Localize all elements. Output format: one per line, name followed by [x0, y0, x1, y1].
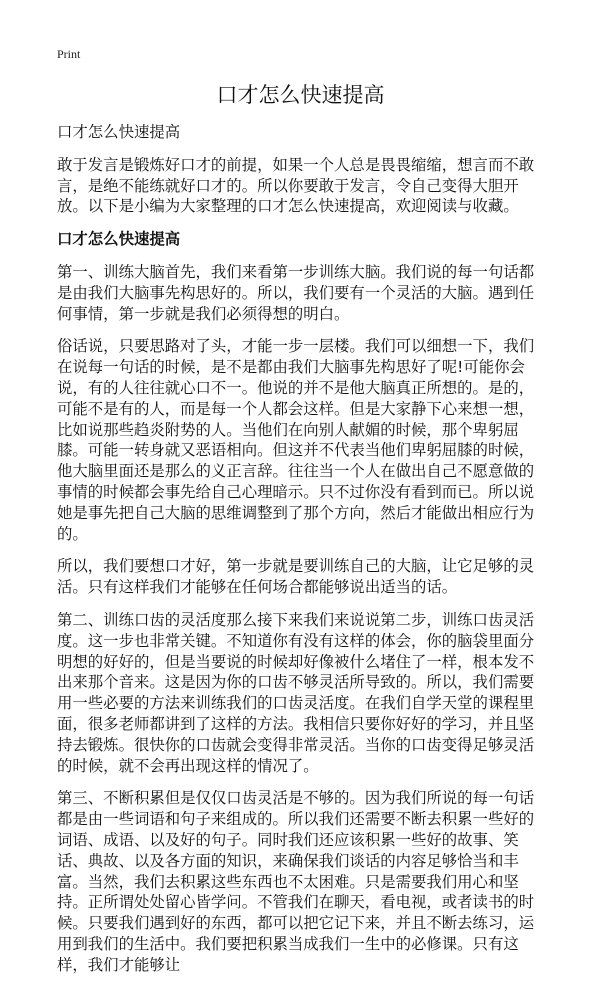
section-heading: 口才怎么快速提高 [57, 230, 181, 249]
paragraph: 所以，我们要想口才好，第一步就是要训练自己的大脑，让它足够的灵活。只有这样我们才能够在任何场合都能够说出适当的话。 [57, 557, 535, 597]
paragraph: 第一、训练大脑首先，我们来看第一步训练大脑。我们说的每一句话都是由我们大脑事先构思好的。所以，我们要有一个灵活的大脑。遇到任何事情，第一步就是我们必须得想的明白。 [57, 262, 535, 323]
subtitle: 口才怎么快速提高 [57, 123, 181, 141]
intro-paragraph: 敢于发言是锻炼好口才的前提，如果一个人总是畏畏缩缩，想言而不敢言，是绝不能练就好口才的。所以你要敢于发言，令自己变得大胆开放。以下是小编为大家整理的口才怎么快速提高，欢迎阅读与收藏。 [57, 155, 535, 216]
paragraph: 俗话说，只要思路对了头，才能一步一层楼。我们可以细想一下，我们在说每一句话的时候，是不是都由我们大脑事先构思好了呢!可能你会说，有的人往往就心口不一。他说的并不是他大脑真正所想的。是的，可能不是有的人，而是每一个人都会这样。但是大家静下心来想一想，比如说那些趋炎附势的人。当他们在向别人献媚的时候，那个卑躬屈膝。可能一转身就又恶语相向。但这并不代表当他们卑躬屈膝的时候，他大脑里面还是那么的义正言辞。往往当一个人在做出自己不愿意做的事情的时候都会事先给自己心理暗示。只不过你没有看到而已。所以说她是事先把自己大脑的思维调整到了那个方向，然后才能做出相应行为的。 [57, 337, 535, 543]
print-link[interactable]: Print [57, 47, 81, 61]
page-title: 口才怎么快速提高 [216, 83, 385, 107]
paragraph: 第三、不断积累但是仅仅口齿灵活是不够的。因为我们所说的每一句话都是由一些词语和句子来组成的。所以我们还需要不断去积累一些好的词语、成语、以及好的句子。同时我们还应该积累一些好的故事、笑话、典故、以及各方面的知识，来确保我们谈话的内容足够恰当和丰富。当然，我们去积累这些东西也不太困难。只是需要我们用心和坚持。正所谓处处留心皆学问。不管我们在聊天，看电视，或者读书的时候。只要我们遇到好的东西，都可以把它记下来，并且不断去练习，运用到我们的生活中。我们要把积累当成我们一生中的必修课。只有这样，我们才能够让 [57, 789, 535, 974]
document-body [57, 80, 544, 987]
paragraph: 第二、训练口齿的灵活度那么接下来我们来说说第二步，训练口齿灵活度。这一步也非常关键。不知道你有没有这样的体会，你的脑袋里面分明想的好好的，但是当要说的时候却好像被什么堵住了一样，根本发不出来那个音来。这是因为你的口齿不够灵活所导致的。所以，我们需要用一些必要的方法来训练我们的口齿灵活度。在我们自学天堂的课程里面，很多老师都讲到了这样的方法。我相信只要你好好的学习，并且坚持去锻炼。很快你的口齿就会变得非常灵活。当你的口齿变得足够灵活的时候，就不会再出现这样的情况了。 [57, 610, 535, 775]
